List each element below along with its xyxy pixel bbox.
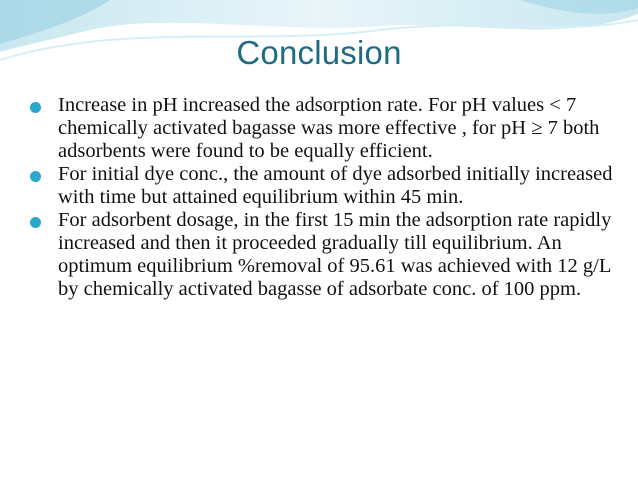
bullet-text: For initial dye conc., the amount of dye adsorbed initially increased with time but attained equilibrium within 45 min. <box>58 163 613 208</box>
list-item <box>24 94 616 163</box>
list-item <box>24 209 616 301</box>
slide-title: Conclusion <box>236 34 402 71</box>
bullet-text: For adsorbent dosage, in the first 15 min the adsorption rate rapidly increased and then it proceeded gradually till equilibrium. An optimum equilibrium %removal of 95.61 was achieved with 12 g/L by chemically activated bagasse of adsorbate conc. of 100 ppm. <box>58 209 612 300</box>
bullet-icon <box>30 102 41 113</box>
bullet-icon <box>30 217 41 228</box>
list-item <box>24 163 616 209</box>
bullet-list <box>24 94 616 301</box>
bullet-icon <box>30 171 41 182</box>
bullet-text: Increase in pH increased the adsorption rate. For pH values < 7 chemically activated bagasse was more effective , for pH ≥ 7 both adsorbents were found to be equally efficient. <box>58 94 600 162</box>
